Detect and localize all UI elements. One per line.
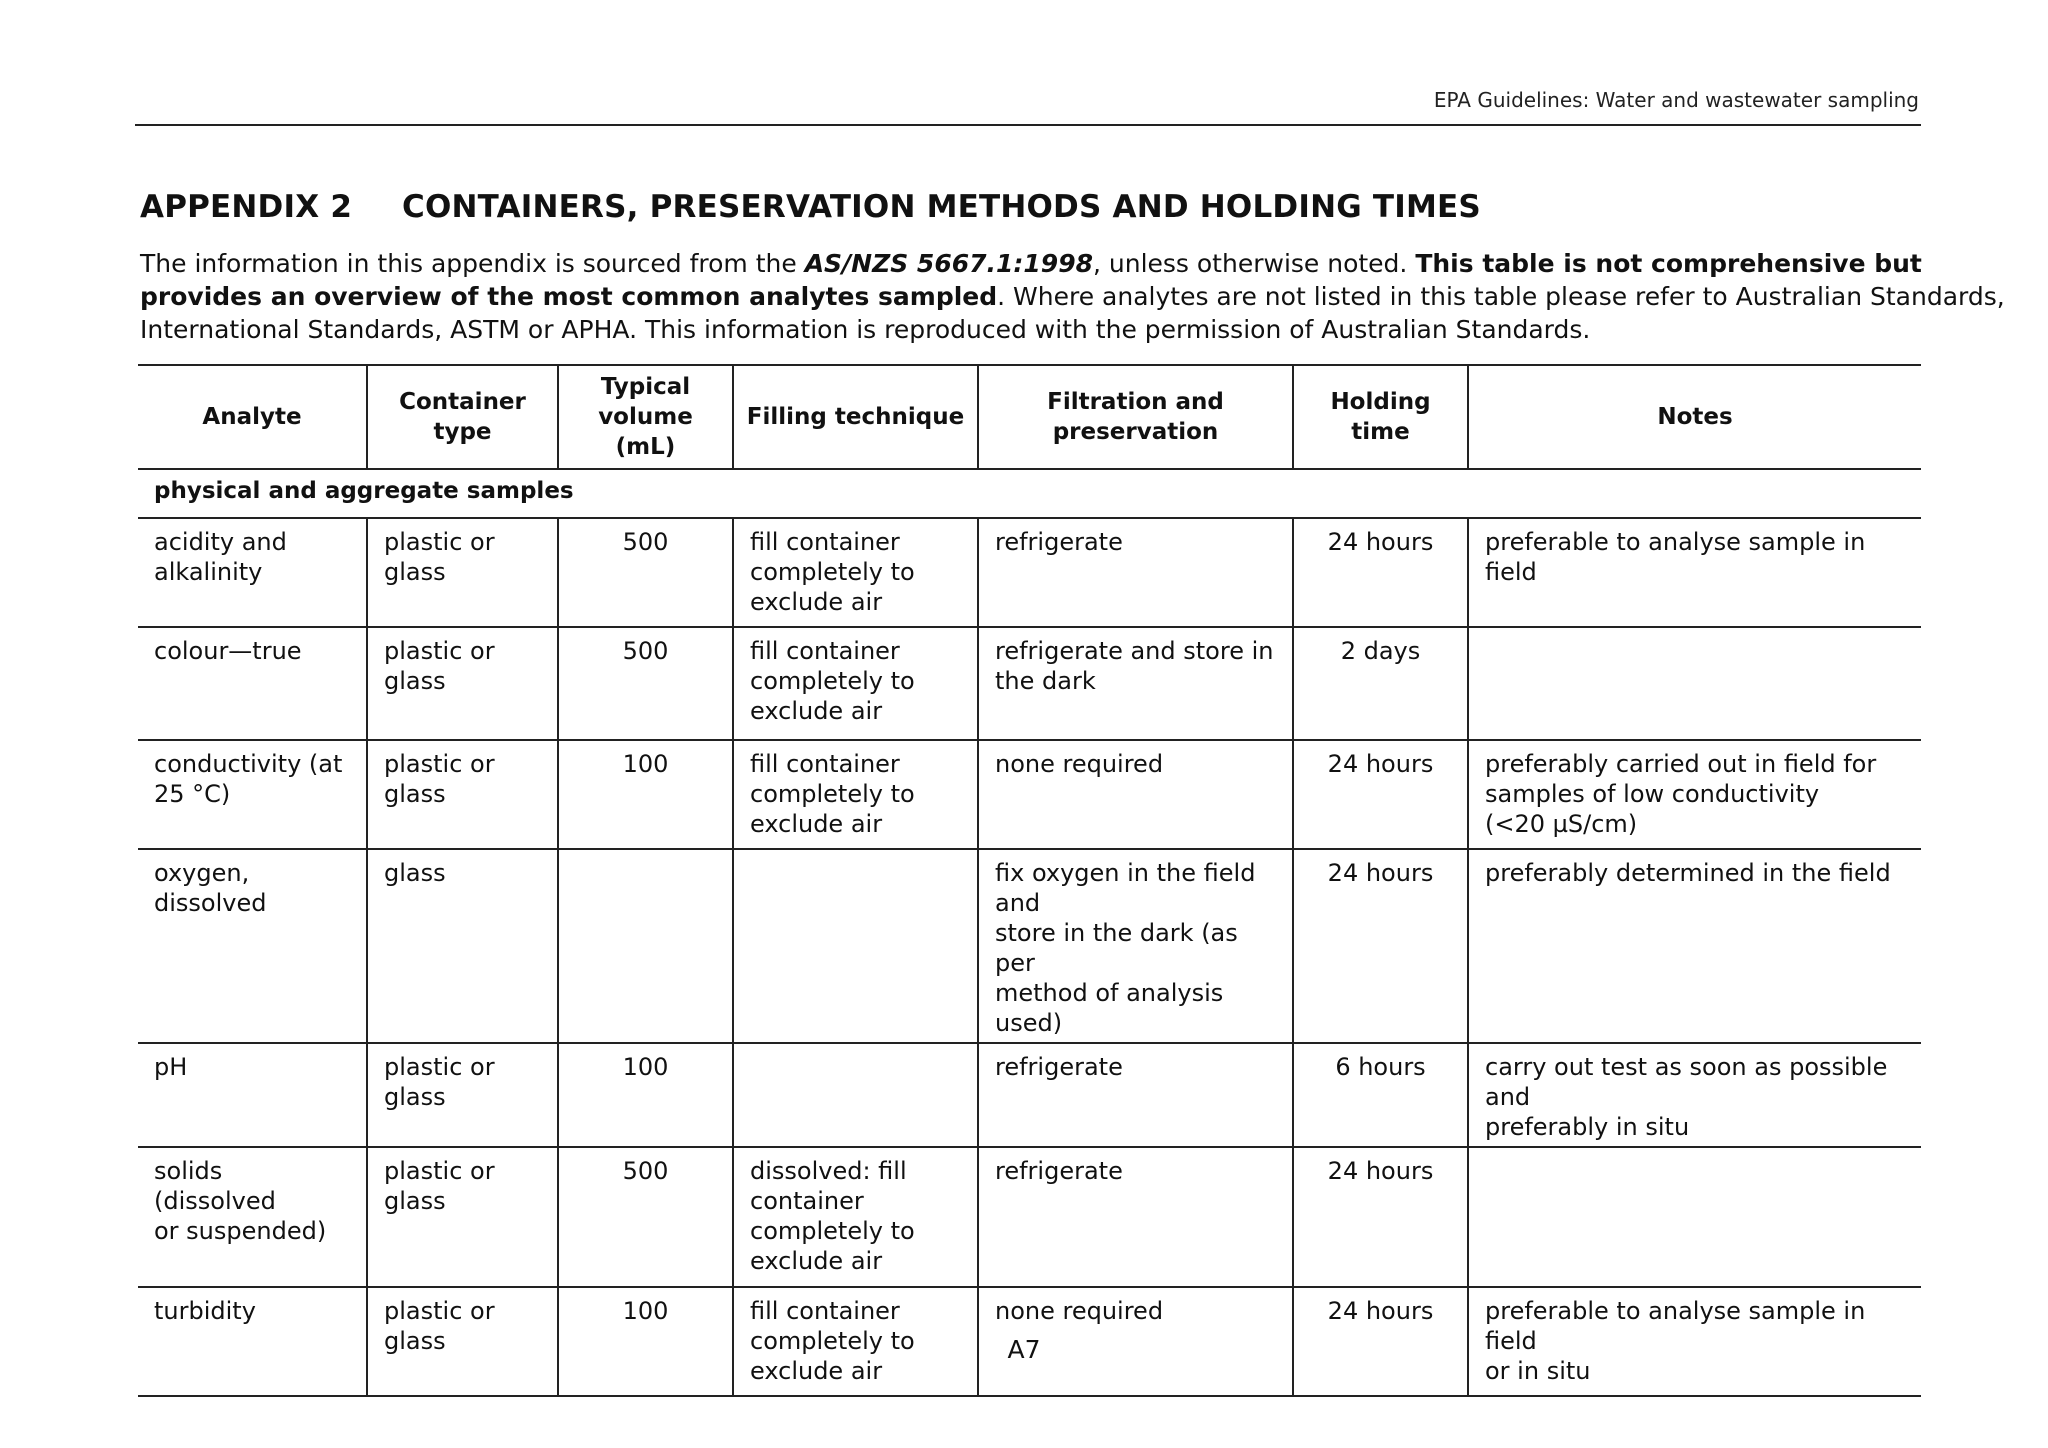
cell-line: 24 hours [1327,1157,1434,1185]
cell-line: refrigerate and store in [995,637,1274,665]
cell-holding [1293,518,1468,627]
cell-analyte [138,1043,367,1147]
intro-paragraph [140,247,2005,346]
section-row [138,469,1921,518]
cell-line: 24 hours [1327,750,1434,778]
cell-line: preferably carried out in field for [1485,750,1877,778]
cell-line: preferable to analyse sample in field [1485,1297,1866,1355]
cell-line: turbidity [154,1297,256,1325]
cell-line: glass [384,1187,446,1215]
cell-filling [733,740,978,849]
cell-filtration [978,1043,1293,1147]
cell-container [367,627,558,740]
table-row [138,1147,1921,1287]
cell-line: glass [384,780,446,808]
cell-line: completely to [750,558,915,586]
intro-emphasis: This table is not comprehensive but [1415,249,1922,278]
cell-line: exclude air [750,810,883,838]
cell-volume [558,849,733,1043]
cell-notes [1468,1043,1921,1147]
cell-line: glass [384,558,446,586]
table-row [138,849,1921,1043]
cell-line: the dark [995,667,1096,695]
cell-line: plastic or [384,637,495,665]
cell-volume [558,518,733,627]
cell-notes [1468,518,1921,627]
cell-line: samples of low conductivity [1485,780,1820,808]
table-row [138,1043,1921,1147]
cell-line: 24 hours [1327,859,1434,887]
cell-line: preferable to analyse sample in field [1485,528,1866,586]
col-header-notes: Notes [1468,365,1921,469]
cell-line: glass [384,667,446,695]
cell-line: fill container [750,1297,900,1325]
cell-line: refrigerate [995,1157,1123,1185]
cell-volume [558,1043,733,1147]
page-header [135,86,1921,126]
section-label: physical and aggregate samples [138,469,1921,518]
cell-holding [1293,627,1468,740]
cell-holding [1293,849,1468,1043]
cell-line: alkalinity [154,558,263,586]
cell-line: 24 hours [1327,528,1434,556]
cell-line: preferably in situ [1485,1113,1690,1141]
col-header-filtration: Filtration and preservation [978,365,1293,469]
cell-filling [733,1043,978,1147]
col-header-container: Container type [367,365,558,469]
cell-notes [1468,1147,1921,1287]
cell-line: method of analysis used) [995,979,1224,1037]
cell-notes [1468,740,1921,849]
containers-table [138,364,1921,1397]
cell-line: fill container [750,637,900,665]
cell-line: glass [384,1327,446,1355]
col-header-holding: Holding time [1293,365,1468,469]
cell-line: colour—true [154,637,302,665]
cell-notes [1468,849,1921,1043]
cell-line: completely to [750,1217,915,1245]
col-header-filling: Filling technique [733,365,978,469]
cell-volume [558,1147,733,1287]
col-header-analyte: Analyte [138,365,367,469]
intro-line-3 [140,313,1940,346]
cell-line: exclude air [750,1247,883,1275]
cell-line: pH [154,1053,188,1081]
standard-reference: AS/NZS 5667.1:1998 [804,249,1093,278]
cell-line: solids (dissolved [154,1157,276,1215]
cell-filling [733,1147,978,1287]
cell-line: container [750,1187,864,1215]
cell-line: plastic or [384,1053,495,1081]
cell-line: fill container [750,528,900,556]
cell-volume [558,740,733,849]
cell-holding [1293,1147,1468,1287]
cell-line: completely to [750,780,915,808]
cell-filling [733,849,978,1043]
cell-line: 500 [622,637,669,665]
cell-line: carry out test as soon as possible and [1485,1053,1888,1111]
cell-line: 6 hours [1335,1053,1426,1081]
cell-volume [558,627,733,740]
cell-line: completely to [750,667,915,695]
cell-line: fix oxygen in the field and [995,859,1256,917]
cell-line: 500 [622,528,669,556]
cell-filling [733,518,978,627]
cell-line: none required [995,1297,1164,1325]
cell-line: 500 [622,1157,669,1185]
intro-text: The information in this appendix is sourced from the [140,249,805,278]
running-title: EPA Guidelines: Water and wastewater sampling [1433,88,1919,112]
cell-container [367,849,558,1043]
table-row [138,627,1921,740]
cell-line: 24 hours [1327,1297,1434,1325]
cell-line: completely to [750,1327,915,1355]
cell-line: or in situ [1485,1357,1591,1385]
cell-container [367,1147,558,1287]
cell-filtration [978,627,1293,740]
cell-line: conductivity (at [154,750,343,778]
cell-analyte [138,740,367,849]
table-body [138,469,1921,1396]
cell-filtration [978,1147,1293,1287]
table-row [138,740,1921,849]
cell-filtration [978,740,1293,849]
cell-line: 100 [622,1297,669,1325]
intro-line-1 [140,247,1940,280]
cell-analyte [138,1147,367,1287]
cell-line: refrigerate [995,528,1123,556]
cell-line: 25 °C) [154,780,231,808]
cell-line: exclude air [750,1357,883,1385]
intro-emphasis: provides an overview of the most common analytes sampled [140,282,998,311]
appendix-number: APPENDIX 2 [140,189,353,225]
page-number: A7 [1007,1335,1041,1364]
appendix-title [140,189,1481,225]
cell-line: or suspended) [154,1217,327,1245]
cell-line: 2 days [1340,637,1421,665]
cell-line: plastic or [384,1157,495,1185]
cell-filtration [978,849,1293,1043]
cell-analyte [138,849,367,1043]
cell-line: plastic or [384,528,495,556]
cell-filtration [978,518,1293,627]
cell-analyte [138,627,367,740]
intro-line-2 [140,280,2005,313]
intro-text: , unless otherwise noted. [1092,249,1416,278]
intro-text: . Where analytes are not listed in this table please refer to Australian Standards, [997,282,2005,311]
cell-line: fill container [750,750,900,778]
cell-line: plastic or [384,750,495,778]
cell-line: plastic or [384,1297,495,1325]
cell-container [367,1043,558,1147]
cell-line: glass [384,859,446,887]
cell-container [367,740,558,849]
table-row [138,518,1921,627]
cell-line: glass [384,1083,446,1111]
cell-filling [733,627,978,740]
cell-line: preferably determined in the field [1485,859,1891,887]
cell-line: refrigerate [995,1053,1123,1081]
table-header-row [138,365,1921,469]
cell-line: store in the dark (as per [995,919,1238,977]
cell-container [367,518,558,627]
cell-holding [1293,1043,1468,1147]
col-header-volume: Typical volume (mL) [558,365,733,469]
cell-holding [1293,740,1468,849]
cell-line: exclude air [750,697,883,725]
cell-line: exclude air [750,588,883,616]
cell-line: dissolved: fill [750,1157,907,1185]
appendix-heading: CONTAINERS, PRESERVATION METHODS AND HOLDING TIMES [402,189,1481,225]
cell-line: 100 [622,1053,669,1081]
intro-text: International Standards, ASTM or APHA. This information is reproduced with the permission of Australian Standards. [140,315,1591,344]
cell-line: (<20 µS/cm) [1485,810,1638,838]
cell-line: 100 [622,750,669,778]
cell-line: acidity and [154,528,287,556]
cell-notes [1468,627,1921,740]
cell-analyte [138,518,367,627]
cell-line: none required [995,750,1164,778]
cell-line: oxygen, dissolved [154,859,267,917]
